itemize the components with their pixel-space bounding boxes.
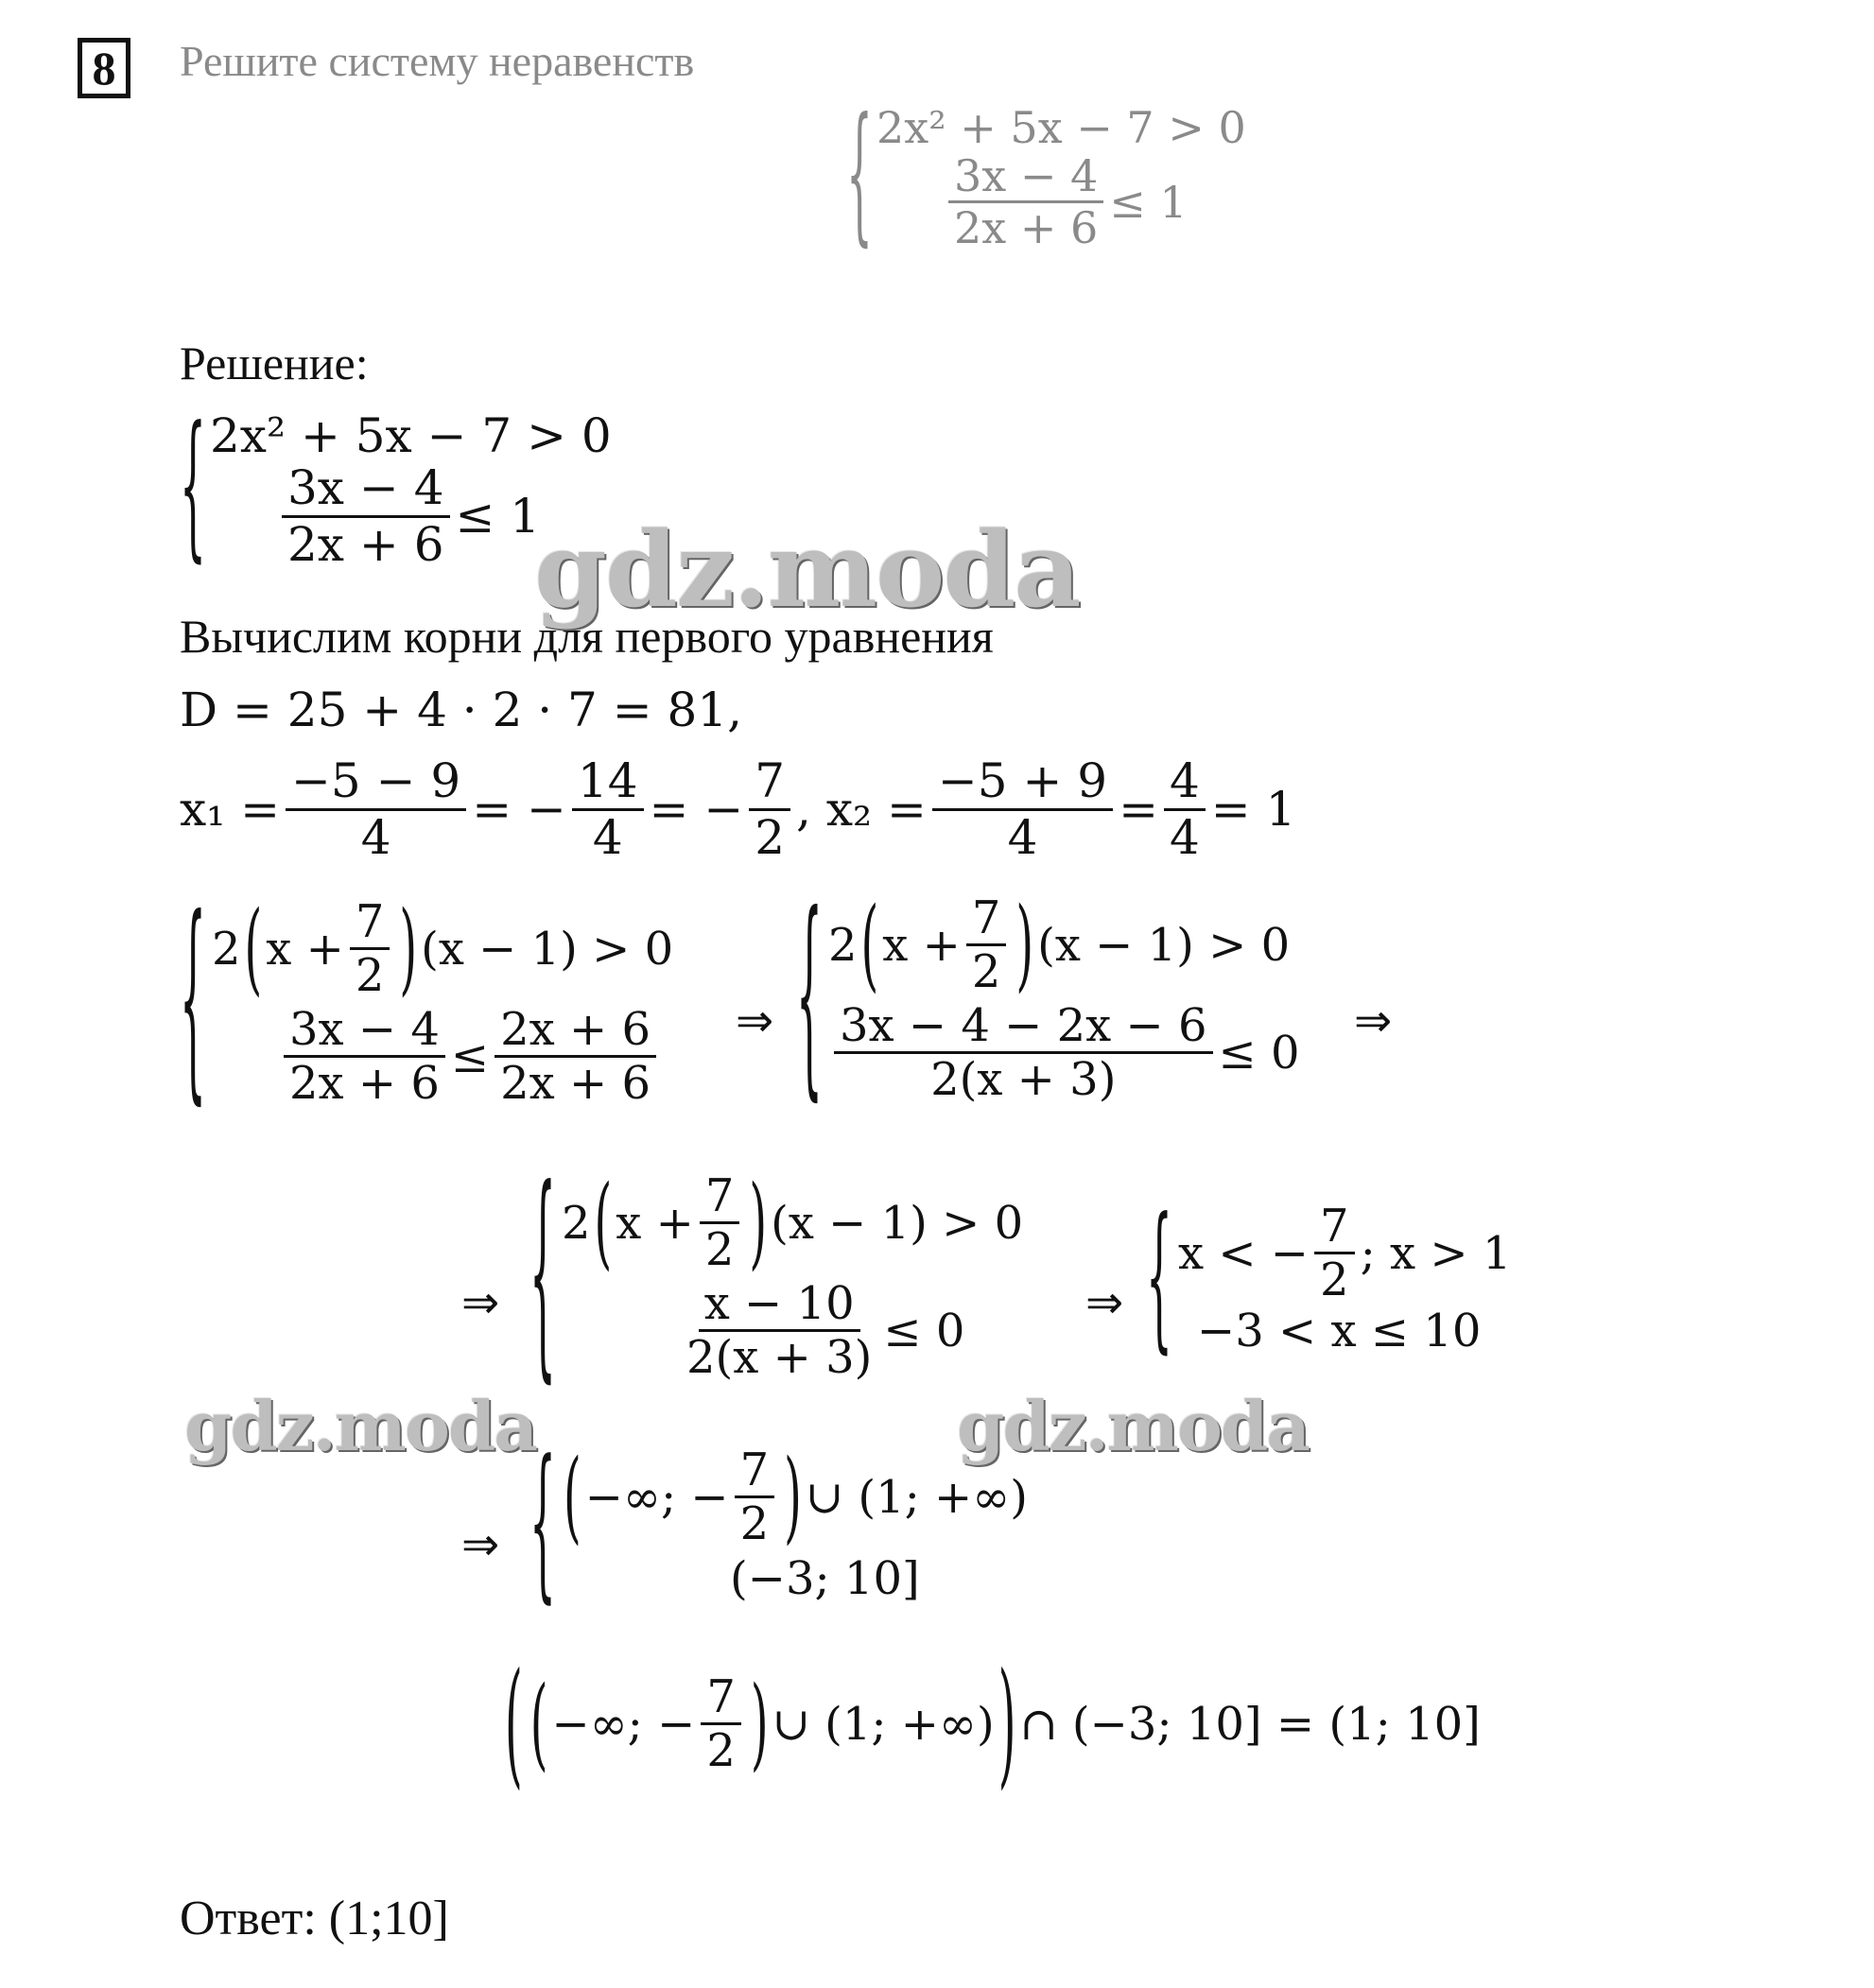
watermark-2: gdz.moda <box>184 1386 536 1466</box>
system-3-x-plus: x + <box>616 1196 694 1250</box>
watermark-3: gdz.moda <box>957 1386 1309 1466</box>
fraction-4-numerator: 4 <box>1164 756 1206 811</box>
equals-one: = 1 <box>1210 782 1296 837</box>
given-system-brace: { <box>846 88 873 262</box>
system-3-numerator: x − 10 <box>699 1280 860 1332</box>
system-1-paren-close: ) <box>399 890 418 1008</box>
equals-minus-1: = − <box>472 782 566 837</box>
fraction-14-numerator: 14 <box>572 756 644 811</box>
system-1-left-num: 3x − 4 <box>284 1006 445 1058</box>
final-inner-paren-open: ( <box>529 1666 548 1783</box>
solution-label: Решение: <box>180 337 369 389</box>
system-2-relation: ≤ 0 <box>1218 1026 1300 1080</box>
answer: Ответ: (1;10] <box>180 1892 449 1945</box>
task-number-box <box>78 38 130 98</box>
system-3-coef: 2 <box>562 1196 591 1250</box>
system-2-coef: 2 <box>828 918 858 972</box>
task-number: 8 <box>92 42 116 95</box>
solution-system-3 <box>529 1144 1024 1405</box>
implies-arrow-5: ⇒ <box>461 1518 500 1571</box>
system-5-paren-close: ) <box>784 1439 802 1556</box>
x1-numerator: −5 − 9 <box>286 756 466 811</box>
system-4-frac-num: 7 <box>1314 1202 1355 1254</box>
fraction-7-denominator: 2 <box>755 809 786 865</box>
system-2-line1-tail: (x − 1) > 0 <box>1037 918 1291 972</box>
final-outer-paren-close: ) <box>998 1644 1016 1804</box>
system-2-numerator: 3x − 4 − 2x − 6 <box>834 1002 1213 1054</box>
system-3-relation: ≤ 0 <box>883 1304 965 1357</box>
system-1-right-den: 2x + 6 <box>500 1057 651 1111</box>
final-frac-den: 2 <box>706 1724 736 1778</box>
system-1-left-den: 2x + 6 <box>289 1057 440 1111</box>
final-part-c: ∩ (−3; 10] = (1; 10] <box>1019 1697 1481 1751</box>
system-0-brace: { <box>180 395 206 579</box>
given-system <box>846 88 1246 262</box>
system-1-brace: { <box>180 874 206 1126</box>
system-2-brace: { <box>796 871 823 1122</box>
x2-numerator: −5 + 9 <box>932 756 1113 811</box>
roots-text: Вычислим корни для первого уравнения <box>180 610 994 663</box>
system-2-frac-num: 7 <box>966 894 1007 946</box>
fraction-14-denominator: 4 <box>592 809 623 865</box>
system-2-frac-den: 2 <box>971 945 1001 999</box>
implies-arrow-3: ⇒ <box>461 1276 500 1329</box>
system-1-coef: 2 <box>212 922 241 976</box>
final-part-b: ∪ (1; +∞) <box>772 1697 995 1751</box>
final-inner-paren-close: ) <box>750 1666 769 1783</box>
system-1-right-num: 2x + 6 <box>495 1006 656 1058</box>
given-ineq2-relation: ≤ 1 <box>1109 176 1188 228</box>
watermark-1: gdz.moda <box>534 509 1080 631</box>
equals-3: = <box>1119 782 1158 837</box>
system-1-relation: ≤ <box>450 1029 490 1083</box>
solution-system-2 <box>796 871 1300 1122</box>
given-ineq1: 2x² + 5x − 7 > 0 <box>876 102 1246 153</box>
system-1-frac-num: 7 <box>350 898 390 950</box>
system-5-frac-num: 7 <box>735 1446 775 1498</box>
system-1-x-plus: x + <box>266 922 344 976</box>
given-ineq2-denominator: 2x + 6 <box>954 202 1099 254</box>
system-5-frac-den: 2 <box>739 1497 770 1551</box>
system-2-paren-open: ( <box>860 887 879 1004</box>
system-4-line1-b: ; x > 1 <box>1360 1226 1512 1280</box>
system-4-brace: { <box>1146 1186 1172 1370</box>
system-4-frac-den: 2 <box>1320 1253 1349 1307</box>
system-4-line2: −3 < x ≤ 10 <box>1197 1304 1482 1357</box>
discriminant: D = 25 + 4 · 2 · 7 = 81, <box>180 683 743 737</box>
system-3-frac-num: 7 <box>700 1172 740 1224</box>
implies-arrow-4: ⇒ <box>1085 1276 1124 1329</box>
fraction-4-denominator: 4 <box>1169 809 1200 865</box>
system-5-line1-b: ∪ (1; +∞) <box>805 1470 1028 1524</box>
final-outer-paren-open: ( <box>505 1644 523 1804</box>
solution-system-4 <box>1146 1186 1512 1370</box>
final-part-a: −∞; − <box>551 1697 696 1751</box>
roots-line <box>180 753 1296 865</box>
x2-denominator: 4 <box>1007 809 1038 865</box>
system-0-ineq2-numerator: 3x − 4 <box>282 463 450 518</box>
system-5-paren-open: ( <box>564 1439 581 1556</box>
system-1-frac-den: 2 <box>355 949 385 1003</box>
task-prompt: Решите систему неравенств <box>180 37 695 85</box>
x1-label: x₁ = <box>180 782 281 837</box>
system-2-denominator: 2(x + 3) <box>930 1053 1117 1107</box>
fraction-7-numerator: 7 <box>749 756 790 811</box>
system-1-line1-tail: (x − 1) > 0 <box>421 922 674 976</box>
system-0-ineq1: 2x² + 5x − 7 > 0 <box>210 408 612 463</box>
system-1-paren-open: ( <box>244 890 263 1008</box>
x1-denominator: 4 <box>360 809 391 865</box>
system-3-denominator: 2(x + 3) <box>686 1331 873 1385</box>
system-5-line1-a: −∞; − <box>584 1470 729 1524</box>
system-3-paren-open: ( <box>594 1165 613 1282</box>
equals-minus-2: = − <box>649 782 744 837</box>
given-ineq2-numerator: 3x − 4 <box>948 153 1103 203</box>
implies-arrow-1: ⇒ <box>736 994 774 1047</box>
implies-arrow-2: ⇒ <box>1354 994 1393 1047</box>
x2-label: , x₂ = <box>796 782 927 837</box>
system-2-x-plus: x + <box>882 918 961 972</box>
system-2-paren-close: ) <box>1015 887 1034 1004</box>
solution-system-1 <box>180 874 674 1126</box>
system-5-line2: (−3; 10] <box>730 1551 920 1605</box>
system-5-brace: { <box>529 1426 556 1620</box>
final-frac-num: 7 <box>701 1673 741 1725</box>
system-3-paren-close: ) <box>749 1165 768 1282</box>
system-3-frac-den: 2 <box>704 1223 735 1277</box>
system-0-ineq2-relation: ≤ 1 <box>455 489 541 544</box>
system-3-line1-tail: (x − 1) > 0 <box>771 1196 1024 1250</box>
final-intersection <box>501 1644 1481 1804</box>
solution-system-5 <box>529 1426 1028 1620</box>
system-3-brace: { <box>529 1144 556 1405</box>
system-4-line1-a: x < − <box>1178 1226 1310 1280</box>
system-0-ineq2-denominator: 2x + 6 <box>287 516 444 572</box>
